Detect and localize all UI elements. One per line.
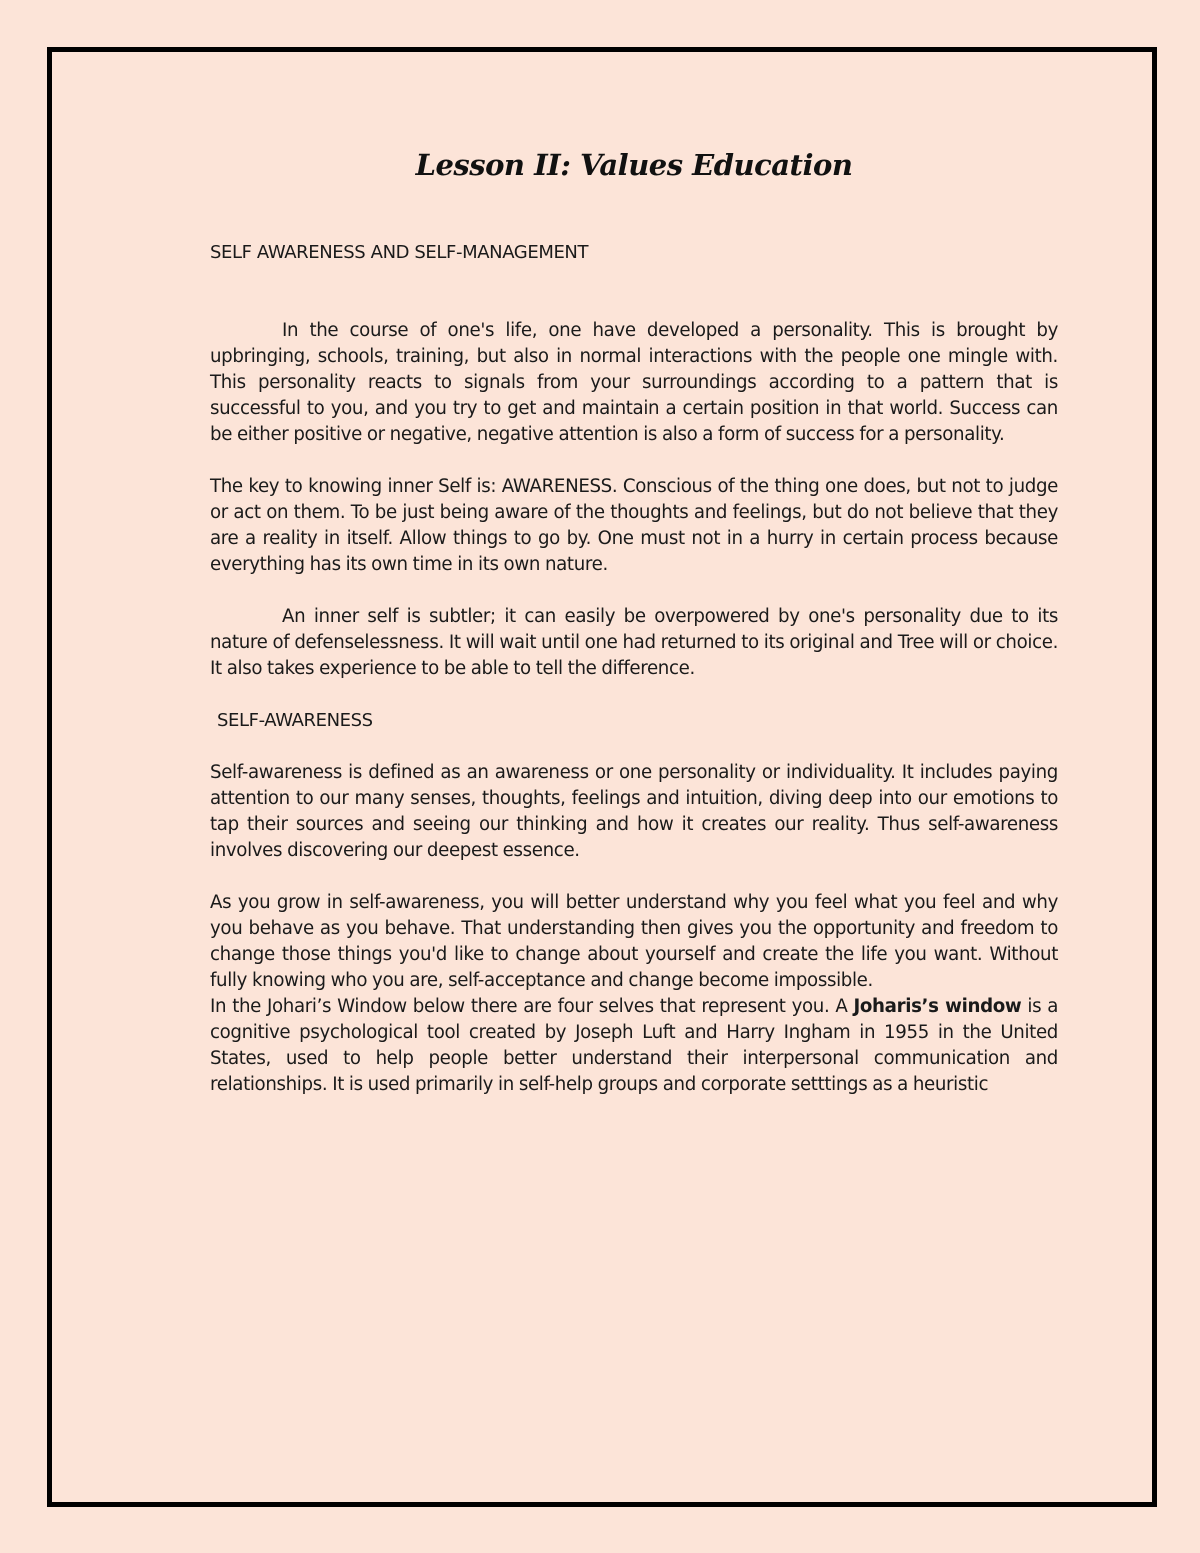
document-body: [210, 140, 1058, 1098]
paragraph-key-awareness: The key to knowing inner Self is: AWARENESS. Conscious of the thing one does, but not to judge or act on them. To be just being aware of the thoughts and feelings, but do not believe that they are a reality in itself. Allow things to go by. One must not in a hurry in certain process because everything has its own time in its own nature.: [210, 476, 1058, 575]
paragraph-johari-window: [210, 994, 1058, 1098]
johari-text-end: is a cognitive psychological tool created by Joseph Luft and Harry Ingham in 1955 in the United States, used to help people better understand their interpersonal communication and relationships. It is used primarily in self-help groups and corporate setttings as a heuristic: [210, 996, 1059, 1095]
johari-text-start: In the Johari’s Window below there are four selves that represent you. A: [210, 996, 854, 1017]
section-heading-self-awareness-management: SELF AWARENESS AND SELF-MANAGEMENT: [210, 242, 589, 263]
paragraph-personality: In the course of one's life, one have developed a personality. This is brought by upbringing, schools, training, but also in normal interactions with the people one mingle with. This personality reacts to signals from your surroundings according to a pattern that is successful to you, and you try to get and maintain a certain position in that world. Success can be either positive or negative, negative attention is also a form of success for a personality.: [210, 320, 1058, 445]
lesson-title: Lesson II: Values Education: [415, 148, 853, 182]
paragraph-self-awareness-definition: Self-awareness is defined as an awareness or one personality or individuality. It includes paying attention to our many senses, thoughts, feelings and intuition, diving deep into our emotions to tap their sources and seeing our thinking and how it creates our reality. Thus self-awareness involves discovering our deepest essence.: [210, 762, 1058, 861]
paragraph-grow-self-awareness: As you grow in self-awareness, you will better understand why you feel what you feel and why you behave as you behave. That understanding then gives you the opportunity and freedom to change those things you'd like to change about yourself and create the life you want. Without fully knowing who you are, self-acceptance and change become impossible.: [210, 892, 1058, 991]
paragraph-inner-self: An inner self is subtler; it can easily be overpowered by one's personality due to its nature of defenselessness. It will wait until one had returned to its original and Tree will or choice. It also takes experience to be able to tell the difference.: [210, 606, 1058, 679]
johari-window-term: Joharis’s window: [853, 996, 1022, 1017]
section-heading-self-awareness: SELF-AWARENESS: [217, 710, 373, 731]
